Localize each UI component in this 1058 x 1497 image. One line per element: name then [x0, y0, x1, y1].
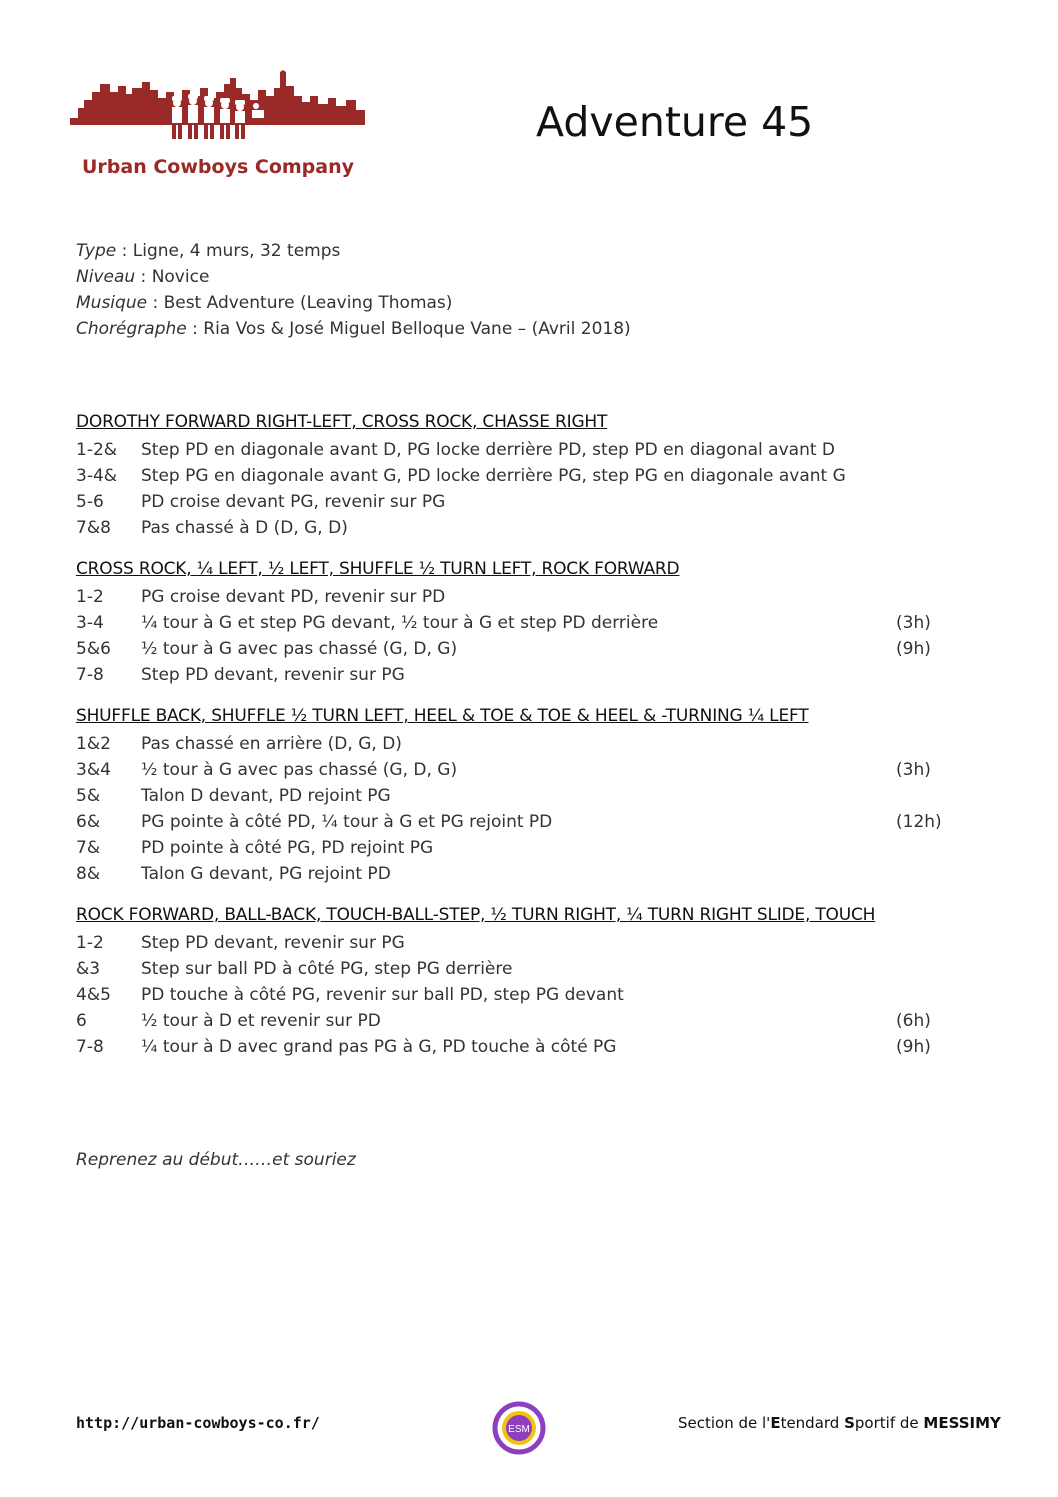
footer-section-city: MESSIMY: [923, 1414, 1001, 1432]
step-row: [76, 783, 956, 809]
footer-section-text: [678, 1414, 1001, 1432]
step-count: 8&: [76, 864, 101, 884]
step-count: 3&4: [76, 760, 111, 780]
step-direction: (9h): [896, 1037, 931, 1057]
step-description: Pas chassé en arrière (D, G, D): [141, 734, 402, 754]
step-direction: [896, 584, 956, 610]
step-count: 5&6: [76, 639, 111, 659]
step-section: [76, 557, 956, 688]
step-row: [76, 662, 956, 688]
step-count: 1-2: [76, 587, 104, 607]
step-count: 1-2: [76, 933, 104, 953]
section-title: ROCK FORWARD, BALL-BACK, TOUCH-BALL-STEP, ½ TURN RIGHT, ¼ TURN RIGHT SLIDE, TOUCH: [76, 905, 876, 925]
step-count: 5-6: [76, 492, 104, 512]
footer-section-prefix: Section de l': [678, 1414, 771, 1432]
emblem-text: ESM: [508, 1424, 530, 1435]
step-description: PD croise devant PG, revenir sur PG: [141, 492, 446, 512]
step-direction: [896, 783, 956, 809]
step-count: 7&: [76, 838, 101, 858]
info-choreographer-value: : Ria Vos & José Miguel Belloque Vane – (Avril 2018): [186, 319, 631, 339]
info-level: [76, 264, 631, 290]
step-description: PD touche à côté PG, revenir sur ball PD, step PG devant: [141, 985, 624, 1005]
step-row: [76, 757, 956, 783]
step-row: [76, 930, 956, 956]
closing-note: Reprenez au début……et souriez: [76, 1150, 356, 1170]
step-count: 7-8: [76, 665, 104, 685]
step-row: [76, 809, 956, 835]
step-count: 6&: [76, 812, 101, 832]
step-description: Step PD devant, revenir sur PG: [141, 665, 405, 685]
dance-info: [76, 238, 631, 342]
step-direction: (6h): [896, 1011, 931, 1031]
section-title: CROSS ROCK, ¼ LEFT, ½ LEFT, SHUFFLE ½ TURN LEFT, ROCK FORWARD: [76, 559, 680, 579]
step-direction: [896, 930, 956, 956]
info-level-value: : Novice: [135, 267, 210, 287]
company-name: Urban Cowboys Company: [82, 156, 355, 178]
step-row: [76, 636, 956, 662]
step-count: 1-2&: [76, 440, 118, 460]
step-direction: [896, 861, 956, 887]
step-row: [76, 835, 956, 861]
step-row: [76, 1008, 956, 1034]
step-description: Talon G devant, PG rejoint PD: [141, 864, 391, 884]
step-description: PD pointe à côté PG, PD rejoint PG: [141, 838, 434, 858]
step-description: ¼ tour à G et step PG devant, ½ tour à G et step PD derrière: [141, 613, 659, 633]
step-count: 5&: [76, 786, 101, 806]
step-row: [76, 610, 956, 636]
step-count: 3-4&: [76, 466, 118, 486]
section-title: DOROTHY FORWARD RIGHT-LEFT, CROSS ROCK, CHASSE RIGHT: [76, 412, 608, 432]
info-level-label: Niveau: [76, 267, 136, 287]
step-direction: [896, 489, 956, 515]
step-description: Step sur ball PD à côté PG, step PG derrière: [141, 959, 513, 979]
info-choreographer-label: Chorégraphe: [76, 319, 187, 339]
step-row: [76, 584, 956, 610]
step-count: 4&5: [76, 985, 111, 1005]
step-row: [76, 861, 956, 887]
step-row: [76, 1034, 956, 1060]
section-title: SHUFFLE BACK, SHUFFLE ½ TURN LEFT, HEEL & TOE & TOE & HEEL & -TURNING ¼ LEFT: [76, 706, 809, 726]
step-row: [76, 489, 956, 515]
step-description: PG croise devant PD, revenir sur PD: [141, 587, 446, 607]
footer-section-mid1: tendard: [780, 1414, 845, 1432]
step-direction: [896, 731, 956, 757]
page-title: Adventure 45: [536, 98, 814, 146]
info-music: [76, 290, 631, 316]
info-type-value: : Ligne, 4 murs, 32 temps: [116, 241, 341, 261]
step-section: [76, 903, 956, 1060]
step-direction: [896, 463, 956, 489]
step-direction: [896, 835, 956, 861]
footer-section-s: S: [844, 1414, 855, 1432]
step-direction: [896, 437, 956, 463]
step-row: [76, 515, 956, 541]
step-direction: (12h): [896, 812, 942, 832]
step-description: Step PD en diagonale avant D, PG locke derrière PD, step PD en diagonal avant D: [141, 440, 836, 460]
esm-emblem-icon: [492, 1401, 546, 1455]
step-direction: (3h): [896, 613, 931, 633]
info-type-label: Type: [76, 241, 117, 261]
step-description: PG pointe à côté PD, ¼ tour à G et PG rejoint PD: [141, 812, 553, 832]
step-row: [76, 956, 956, 982]
footer-section-mid2: portif de: [854, 1414, 924, 1432]
step-row: [76, 982, 956, 1008]
step-description: Step PD devant, revenir sur PG: [141, 933, 405, 953]
step-direction: [896, 982, 956, 1008]
step-count: &3: [76, 959, 101, 979]
info-music-value: : Best Adventure (Leaving Thomas): [147, 293, 453, 313]
step-row: [76, 463, 956, 489]
step-count: 6: [76, 1011, 87, 1031]
step-description: ½ tour à G avec pas chassé (G, D, G): [141, 760, 458, 780]
step-direction: [896, 515, 956, 541]
step-direction: [896, 956, 956, 982]
step-description: ¼ tour à D avec grand pas PG à G, PD touche à côté PG: [141, 1037, 617, 1057]
step-count: 7&8: [76, 518, 111, 538]
info-choreographer: [76, 316, 631, 342]
skyline-logo-icon: [70, 70, 365, 155]
footer-section-e: E: [770, 1414, 781, 1432]
step-description: ½ tour à D et revenir sur PD: [141, 1011, 381, 1031]
step-description: Talon D devant, PD rejoint PG: [141, 786, 391, 806]
step-direction: (9h): [896, 639, 931, 659]
step-row: [76, 437, 956, 463]
step-count: 3-4: [76, 613, 104, 633]
step-section: [76, 410, 956, 541]
step-direction: [896, 662, 956, 688]
step-direction: (3h): [896, 760, 931, 780]
step-sections: [76, 410, 956, 1076]
step-section: [76, 704, 956, 887]
info-music-label: Musique: [76, 293, 148, 313]
step-row: [76, 731, 956, 757]
step-description: Step PG en diagonale avant G, PD locke derrière PG, step PG en diagonale avant G: [141, 466, 846, 486]
step-count: 7-8: [76, 1037, 104, 1057]
step-description: ½ tour à G avec pas chassé (G, D, G): [141, 639, 458, 659]
footer-url-link[interactable]: http://urban-cowboys-co.fr/: [76, 1414, 320, 1432]
step-description: Pas chassé à D (D, G, D): [141, 518, 348, 538]
step-count: 1&2: [76, 734, 111, 754]
info-type: [76, 238, 631, 264]
